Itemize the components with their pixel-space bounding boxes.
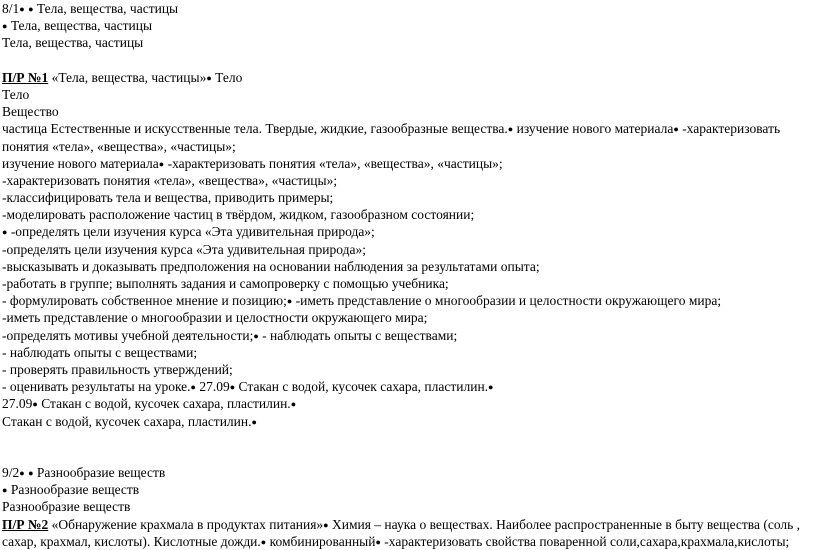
goal-cont-line [2,138,814,155]
bullet: ● [190,382,196,393]
materials-text: Стакан с водой, кусочек сахара, пластилин. [238,379,489,395]
bullet: ● [28,4,34,14]
concept-substance: Вещество [2,104,59,120]
observe-text: - наблюдать опыты с веществами; [262,327,458,343]
bullet: ● [290,399,297,410]
bullet: ● [323,519,329,530]
text-line [2,189,814,206]
lab-line [2,516,814,533]
blank-line [2,52,814,69]
text-line [2,172,814,189]
lab-text: «Обнаружение крахмала в продуктах питания» [51,516,324,532]
lab-label: П/Р №1 [2,69,49,85]
lesson-date: 27.09 [2,396,33,412]
text-line [2,361,814,378]
lab-label: П/Р №2 [2,516,49,532]
materials-line [2,413,814,430]
text-line [2,206,814,223]
text-line [2,344,814,361]
concept-body: Тело [2,86,30,102]
lesson-type-line [2,155,814,172]
lesson-title: Разнообразие веществ [36,465,166,481]
materials-text: Стакан с водой, кусочек сахара, пластилин. [2,413,252,429]
concept-substance-line [2,103,814,120]
bullet: ● [673,124,679,135]
concept-body: Тело [215,69,243,85]
bullet: ● [488,382,494,393]
lesson-type: изучение нового материала [516,121,674,137]
lesson-type: комбинированный [269,533,376,549]
content-cont: сахар, крахмал, кислоты). Кислотные дожди. [2,533,261,549]
content-text: частица Естественные и искусственные тела. Твердые, жидкие, газообразные вещества. [2,121,508,137]
blank-lines [2,430,814,464]
text-line [2,241,814,258]
bullet: ● [251,416,257,427]
lesson-topic: Разнообразие веществ [10,482,140,498]
lesson1-header-line [2,0,814,17]
line-text: - наблюдать опыты с веществами; [2,344,198,360]
course-goal-line [2,223,814,240]
date-line [2,395,814,412]
goal-start: -характеризовать [682,121,781,137]
bullet: ● [28,468,34,479]
bullet: ● [206,72,212,83]
lab-line [2,69,814,86]
content-line [2,120,814,137]
lesson-type: изучение нового материала [2,155,159,171]
worldview-text: -иметь представление о многообразии и целостности окружающего мира; [2,310,428,326]
lesson2-topic-line [2,481,814,498]
bullet: ● [2,227,8,238]
motives-text: -определять мотивы учебной деятельности; [2,327,254,343]
bullet: ● [507,124,514,135]
opinion-text: - формулировать собственное мнение и позицию; [2,293,287,309]
line-text: -моделировать расположение частиц в твёрдом, жидком, газообразном состоянии; [2,207,475,223]
lesson1-topic-line [2,17,814,34]
bullet: ● [375,536,381,547]
lesson-date: 27.09 [199,379,230,395]
lesson-topic: Тела, вещества, частицы [2,35,144,51]
goal-text: -характеризовать свойства поваренной соли,сахара,крахмала,кислоты; [384,533,790,549]
bullet: ● [229,382,236,393]
course-goal: -определять цели изучения курса «Эта удивительная природа»; [10,224,375,240]
content-cont-line [2,533,814,550]
evaluate-line [2,378,814,395]
bullet: ● [253,330,259,341]
line-text: -классифицировать тела и вещества, приводить примеры; [2,190,334,206]
document-page [2,0,814,550]
lesson2-topic-plain [2,498,814,515]
lesson2-header-line [2,464,814,481]
goal-text: -характеризовать понятия «тела», «вещества», «частицы»; [167,155,503,171]
text-line [2,258,814,275]
goal-cont: понятия «тела», «вещества», «частицы»; [2,138,236,154]
worldview-line [2,309,814,326]
motives-line [2,327,814,344]
worldview-text: -иметь представление о многообразии и целостности окружающего мира; [295,293,722,309]
lesson1-topic-plain [2,34,814,51]
bullet: ● [32,399,38,410]
bullet: ● [2,21,8,32]
evaluate-text: - оценивать результаты на уроке. [2,379,191,395]
bullet: ● [19,468,25,479]
opinion-line [2,292,814,309]
concept-body-line [2,86,814,103]
lesson-topic: Тела, вещества, частицы [10,18,153,34]
bullet: ● [158,158,165,169]
line-text: -высказывать и доказывать предположения на основании наблюдения за результатами опыта; [2,258,540,274]
line-text: - проверять правильность утверждений; [2,361,233,377]
text-line [2,275,814,292]
materials-text: Стакан с водой, кусочек сахара, пластилин. [41,396,291,412]
lesson-number: 9/2 [2,465,20,481]
lesson-title: Тела, вещества, частицы [36,1,179,16]
line-text: -определять цели изучения курса «Эта удивительная природа»; [2,241,366,257]
content-text: Химия – наука о веществах. Наиболее распространенные в быту вещества (соль , [331,516,801,532]
lesson-topic: Разнообразие веществ [2,499,131,515]
lab-text: «Тела, вещества, частицы» [51,69,207,85]
line-text: -характеризовать понятия «тела», «вещества», «частицы»; [2,172,338,188]
bullet: ● [19,4,25,14]
bullet: ● [260,536,267,547]
line-text: -работать в группе; выполнять задания и самопроверку с помощью учебника; [2,276,449,291]
bullet: ● [2,485,8,496]
lesson-number: 8/1 [2,1,20,16]
bullet: ● [286,296,293,307]
